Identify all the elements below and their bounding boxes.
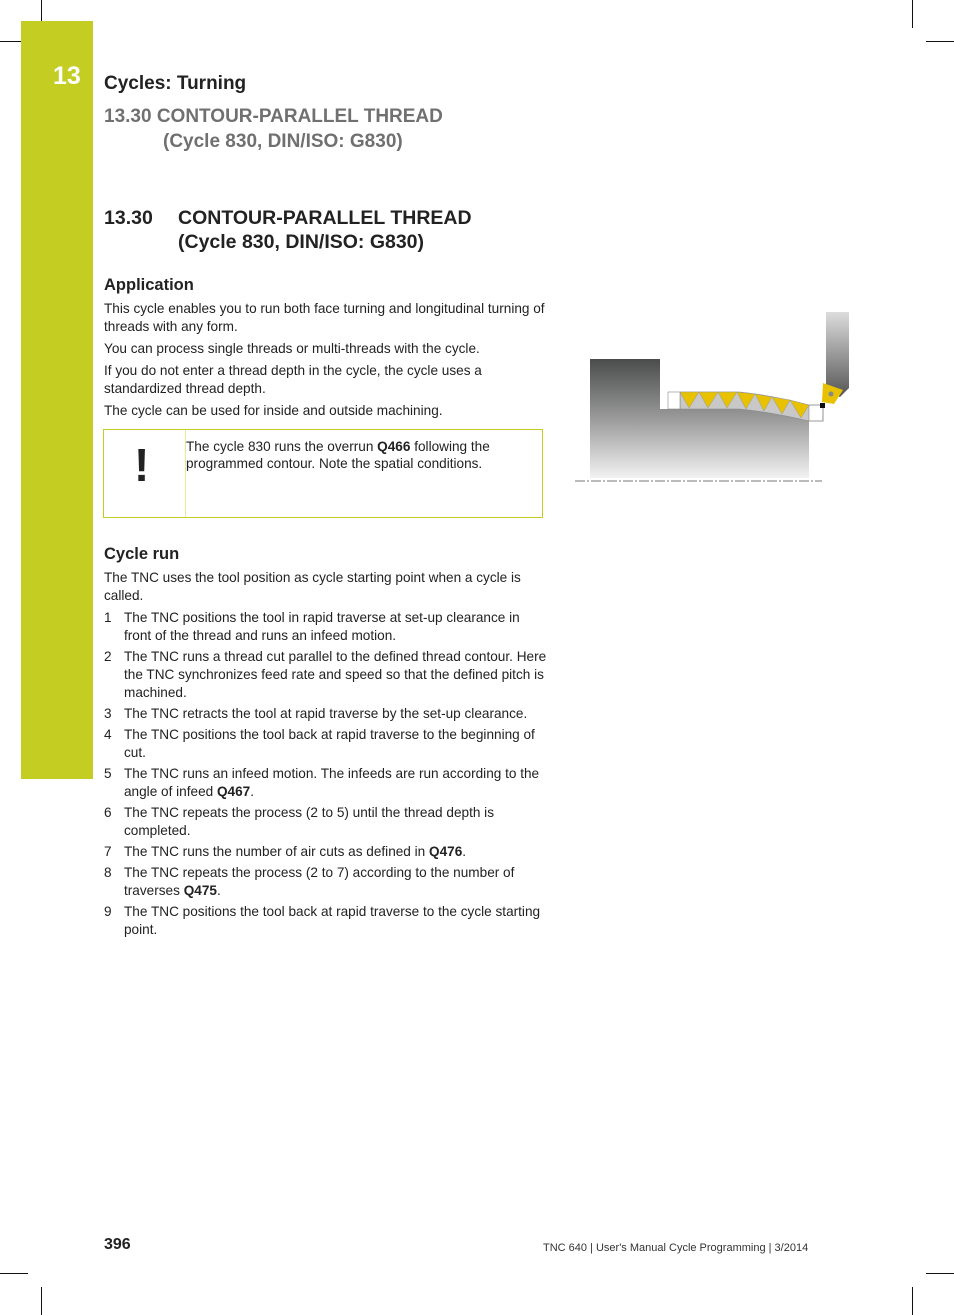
note-text-part: The cycle 830 runs the overrun xyxy=(186,439,378,454)
paragraph: The cycle can be used for inside and outside machining. xyxy=(104,403,443,418)
list-item xyxy=(104,804,549,840)
crop-mark xyxy=(926,41,954,42)
crop-mark xyxy=(912,1287,913,1315)
step-number: 3 xyxy=(104,706,112,721)
step-text: The TNC runs the number of air cuts as defined in xyxy=(124,844,430,859)
exclamation-icon: ! xyxy=(134,439,150,491)
step-text: The TNC repeats the process (2 to 7) according to the number of traverses xyxy=(124,865,515,898)
step-text: The TNC retracts the tool at rapid traverse by the set-up clearance. xyxy=(124,706,528,721)
crop-mark xyxy=(41,0,42,21)
note-text-part: following the programmed contour. Note the spatial conditions. xyxy=(186,439,490,471)
step-text: . xyxy=(216,883,221,898)
step-text: . xyxy=(250,784,255,799)
running-header-line: (Cycle 830, DIN/ISO: G830) xyxy=(163,131,403,152)
application-heading: Application xyxy=(104,276,194,294)
list-item xyxy=(104,726,549,762)
step-number: 9 xyxy=(104,904,112,919)
paragraph: The TNC uses the tool position as cycle starting point when a cycle is called. xyxy=(104,570,521,603)
list-item xyxy=(104,648,549,702)
crop-mark xyxy=(926,1273,954,1274)
section-subtitle: (Cycle 830, DIN/ISO: G830) xyxy=(178,231,425,253)
cycle-run-section xyxy=(104,545,549,942)
step-number: 6 xyxy=(104,805,112,820)
list-item xyxy=(104,609,549,645)
step-text: The TNC runs a thread cut parallel to the defined thread contour. Here the TNC synchronizes feed rate and speed so that the defined pitch is machined. xyxy=(124,649,547,700)
chapter-title: Cycles: Turning xyxy=(104,73,247,94)
application-section xyxy=(104,276,549,424)
note-box xyxy=(103,429,543,518)
start-point-marker xyxy=(820,403,825,408)
step-number: 5 xyxy=(104,766,112,781)
step-text: The TNC repeats the process (2 to 5) until the thread depth is completed. xyxy=(124,805,494,838)
chapter-tab xyxy=(21,21,93,779)
thread-turning-illustration xyxy=(560,300,860,500)
param: Q475 xyxy=(183,883,217,898)
steps-list xyxy=(104,609,549,939)
param: Q467 xyxy=(216,784,251,799)
list-item xyxy=(104,903,549,939)
crop-mark xyxy=(912,0,913,28)
list-item xyxy=(104,705,549,723)
section-title: CONTOUR-PARALLEL THREAD xyxy=(178,207,472,229)
step-text: . xyxy=(462,844,467,859)
paragraph: You can process single threads or multi-threads with the cycle. xyxy=(104,341,480,356)
insert-screw xyxy=(829,392,834,397)
tool-shank xyxy=(826,312,849,397)
list-item xyxy=(104,843,549,861)
section-heading xyxy=(104,206,472,254)
step-number: 1 xyxy=(104,610,112,625)
param-q466: Q466 xyxy=(377,439,411,454)
step-text: The TNC positions the tool back at rapid traverse to the beginning of cut. xyxy=(124,727,535,760)
step-number: 7 xyxy=(104,844,112,859)
paragraph: If you do not enter a thread depth in the cycle, the cycle uses a standardized thread depth. xyxy=(104,363,482,396)
step-number: 2 xyxy=(104,649,112,664)
param: Q476 xyxy=(429,844,463,859)
crop-mark xyxy=(41,1287,42,1315)
chapter-number: 13 xyxy=(53,62,81,90)
step-text: The TNC runs an infeed motion. The infeeds are run according to the angle of infeed xyxy=(124,766,540,799)
cycle-run-heading: Cycle run xyxy=(104,545,180,563)
paragraph: This cycle enables you to run both face turning and longitudinal turning of threads with any form. xyxy=(104,301,545,334)
running-header-section xyxy=(104,104,443,154)
note-text xyxy=(186,438,531,472)
step-text: The TNC positions the tool back at rapid traverse to the cycle starting point. xyxy=(124,904,541,937)
step-number: 8 xyxy=(104,865,112,880)
workpiece xyxy=(590,359,809,478)
running-header-line: 13.30 CONTOUR-PARALLEL THREAD xyxy=(104,106,443,127)
list-item xyxy=(104,765,549,801)
crop-mark xyxy=(0,1273,28,1274)
step-text: The TNC positions the tool in rapid traverse at set-up clearance in front of the thread and runs an infeed motion. xyxy=(124,610,520,643)
step-number: 4 xyxy=(104,727,112,742)
list-item xyxy=(104,864,549,900)
section-number: 13.30 xyxy=(104,207,153,229)
page-number: 396 xyxy=(104,1236,131,1253)
crop-mark xyxy=(0,41,21,42)
footer-doc-info: TNC 640 | User's Manual Cycle Programming | 3/2014 xyxy=(543,1242,809,1254)
start-clearance xyxy=(668,392,680,409)
